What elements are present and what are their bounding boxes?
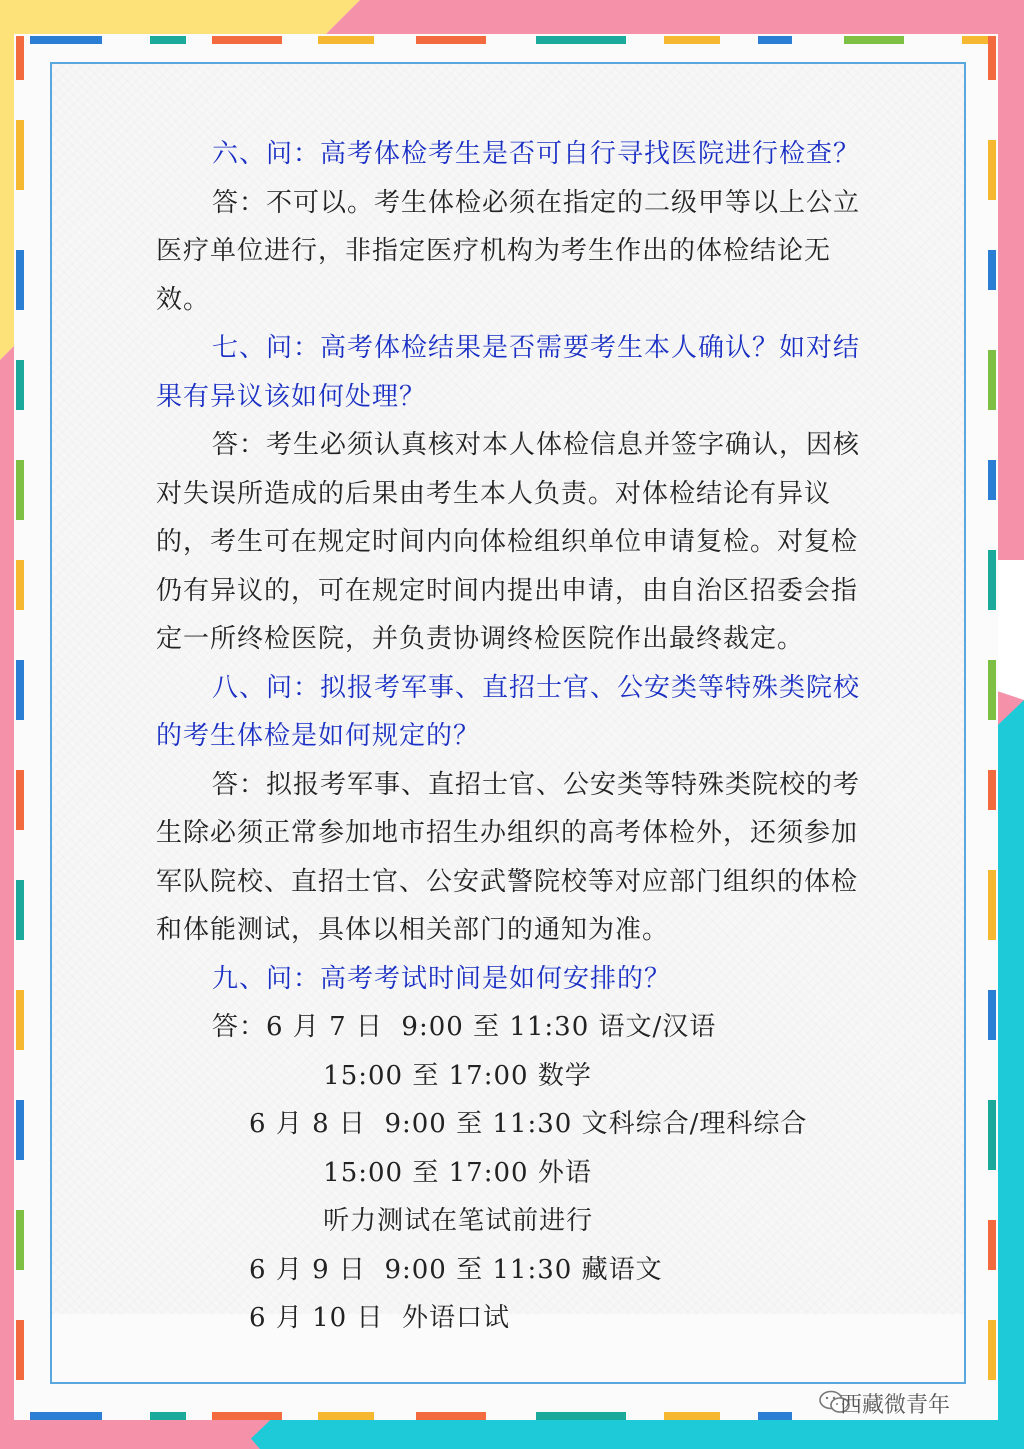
exam-schedule — [156, 1003, 876, 1343]
question-6: 六、问：高考体检考生是否可自行寻找医院进行检查？ — [212, 139, 861, 169]
article-body — [156, 130, 876, 1343]
answer-7: 答：考生必须认真核对本人体检信息并签字确认，因核对失误所造成的后果由考生本人负责。对体检结论有异议的，考生可在规定时间内向体检组织单位申请复检。对复检仍有异议的，可在规定时间内提出申请，由自治区招委会指定一所终检医院，并负责协调终检医院作出最终裁定。 — [156, 430, 861, 654]
answer-8: 答：拟报考军事、直招士官、公安类等特殊类院校的考生除必须正常参加地市招生办组织的高考体检外，还须参加军队院校、直招士官、公安武警院校等对应部门组织的体检和体能测试，具体以相关部门的通知为准。 — [156, 769, 861, 945]
schedule-line: 6 月 10 日 外语口试 — [212, 1303, 511, 1333]
schedule-line: 6 月 9 日 9:00 至 11:30 藏语文 — [212, 1254, 663, 1285]
account-watermark: 西藏微青年 — [840, 1393, 951, 1418]
question-8: 八、问：拟报考军事、直招士官、公安类等特殊类院校的考生体检是如何规定的？ — [156, 672, 861, 751]
schedule-line: 答：6 月 7 日 9:00 至 11:30 语文/汉语 — [212, 1012, 717, 1042]
schedule-line: 6 月 8 日 9:00 至 11:30 文科综合/理科综合 — [212, 1109, 808, 1139]
question-7: 七、问：高考体检结果是否需要考生本人确认？如对结果有异议该如何处理？ — [156, 333, 861, 412]
schedule-line: 听力测试在笔试前进行 — [212, 1206, 594, 1236]
schedule-line: 15:00 至 17:00 外语 — [212, 1157, 592, 1188]
schedule-line: 15:00 至 17:00 数学 — [212, 1060, 592, 1091]
question-9: 九、问：高考考试时间是如何安排的？ — [212, 963, 672, 994]
answer-6: 答：不可以。考生体检必须在指定的二级甲等以上公立医疗单位进行，非指定医疗机构为考生作出的体检结论无效。 — [156, 187, 861, 315]
